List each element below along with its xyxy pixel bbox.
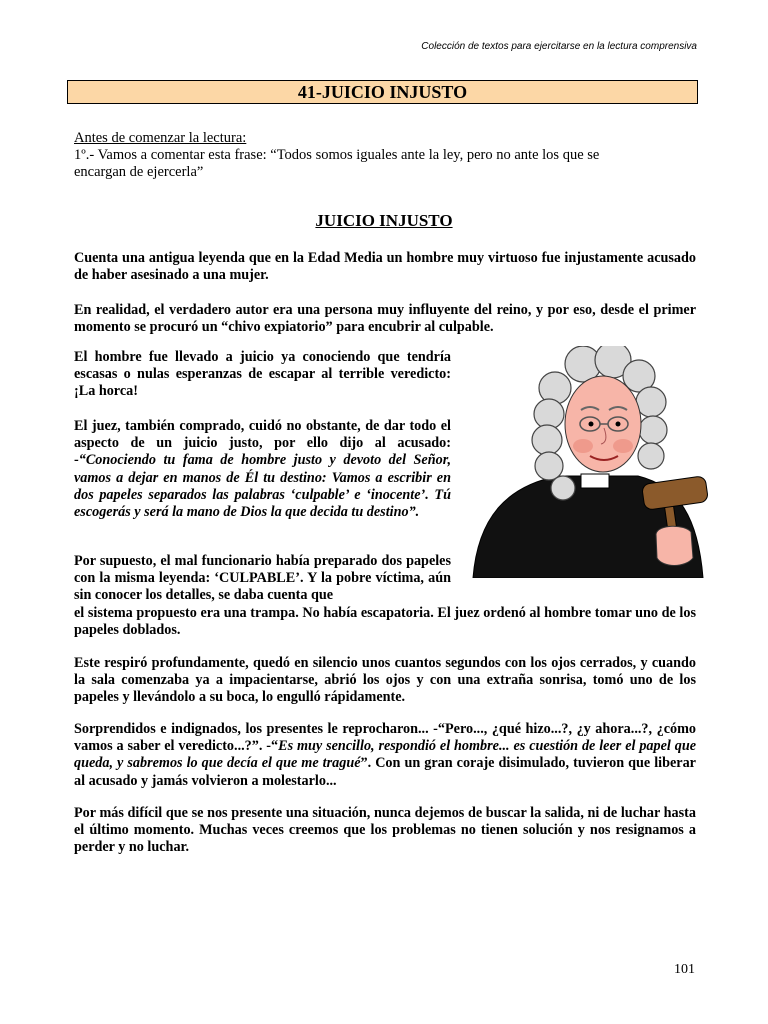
- paragraph-4-text: El juez, también comprado, cuidó no obstante, de dar todo el aspecto de un juicio justo, por ello dijo al acusado: -: [74, 418, 451, 469]
- page-title: 41-JUICIO INJUSTO: [67, 80, 698, 104]
- judge-illustration: [463, 346, 713, 578]
- judge-collar: [581, 474, 609, 488]
- paragraph-2: En realidad, el verdadero autor era una persona muy influyente del reino, y por eso, desde el primer momento se procuró un “chivo expiatorio” para encubrir al culpable.: [74, 302, 696, 336]
- paragraph-3: El hombre fue llevado a juicio ya conociendo que tendría escasas o nulas esperanzas de escapar al terrible veredicto: ¡La horca!: [74, 349, 451, 400]
- paragraph-7-end: ”. Con un gran coraje disimulado, tuvieron que liberar al acusado y jamás volvieron a molestarlo...: [74, 755, 696, 789]
- paragraph-7-text: Sorprendidos e indignados, los presentes le reprocharon... -“Pero..., ¿qué hizo...?, ¿y ahora...?, ¿cómo vamos a saber el veredicto...?”. -“: [74, 721, 696, 755]
- story-title: JUICIO INJUSTO: [315, 211, 453, 230]
- man-quote: Es muy sencillo, respondió el hombre... es cuestión de leer el papel que queda, y sabremos lo que decía el que me tragué: [74, 738, 697, 772]
- paragraph-8: Por más difícil que se nos presente una situación, nunca dejemos de buscar la salida, ni de luchar hasta el último momento. Muchas veces creemos que los problemas no tienen solución y nos resignamos a perder y no luchar.: [74, 805, 696, 856]
- paragraph-5-start: Por supuesto, el mal funcionario había preparado dos papeles con la misma leyenda: ‘CULPABLE’. Y la pobre víctima, aún sin conocer los detalles, se daba cuenta que: [74, 553, 451, 604]
- judge-hand: [656, 526, 693, 565]
- paragraph-6: Este respiró profundamente, quedó en silencio unos cuantos segundos con los ojos cerrados, y cuando la sala comenzaba ya a impacientarse, abrió los ojos y con una extraña sonrisa, tomó uno de los papeles y llevándolo a su boca, lo engulló rápidamente.: [74, 655, 696, 706]
- pre-reading-section: [74, 130, 696, 181]
- paragraph-5-end: el sistema propuesto era una trampa. No había escapatoria. El juez ordenó al hombre tomar uno de los papeles doblados.: [74, 605, 696, 639]
- pre-reading-line-2: encargan de ejercerla”: [74, 164, 204, 180]
- paragraph-1: Cuenta una antigua leyenda que en la Edad Media un hombre muy virtuoso fue injustamente acusado de haber asesinado a una mujer.: [74, 250, 696, 284]
- paragraph-4: [74, 418, 451, 521]
- judge-quote: “Conociendo tu fama de hombre justo y devoto del Señor, vamos a dejar en manos de Él tu destino: Vamos a escribir en dos papeles separados las palabras ‘culpable’ e ‘inocente’. Tú escogerás y será la mano de Dios la que decida tu destino”.: [74, 452, 451, 521]
- pre-reading-heading: Antes de comenzar la lectura:: [74, 130, 247, 146]
- pre-reading-line-1: 1º.- Vamos a comentar esta frase: “Todos somos iguales ante la ley, pero no ante los que se: [74, 147, 600, 163]
- page-number: 101: [674, 962, 695, 977]
- paragraph-7: [74, 721, 696, 790]
- running-header: Colección de textos para ejercitarse en la lectura comprensiva: [421, 41, 697, 52]
